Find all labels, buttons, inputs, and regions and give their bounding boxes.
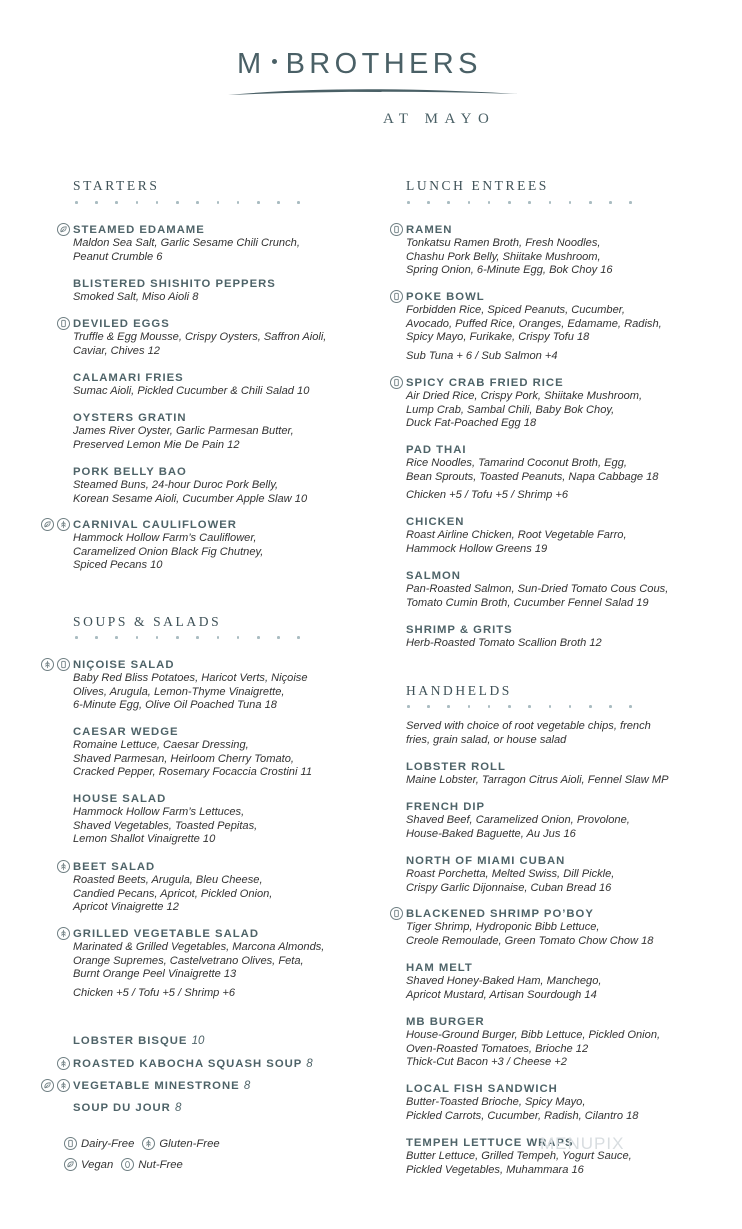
menu-item-description: Maldon Sea Salt, Garlic Sesame Chili Crunch, [73, 237, 300, 249]
legend-gluten-free-label: Gluten-Free [159, 1137, 220, 1150]
menu-item-name-text: OYSTERS GRATIN [73, 412, 187, 424]
menu-item-description: Bean Sprouts, Toasted Peanuts, Napa Cabbage 18 [406, 470, 659, 483]
menu-item-description: Roast Airline Chicken, Root Vegetable Farro, [406, 529, 627, 541]
dairy-free-icon [57, 317, 70, 330]
menu-item-description: Hammock Hollow Farm’s Lettuces, [73, 806, 245, 818]
vegan-icon [41, 1079, 54, 1092]
menu-item-name [406, 1083, 706, 1096]
menu-item-name-text: PAD THAI [406, 444, 467, 456]
menu-item [73, 278, 373, 305]
handhelds-intro-line: Served with choice of root vegetable chips, french [406, 720, 651, 732]
menu-item-name-text: DEVILED EGGS [73, 318, 170, 330]
menu-item-addons: Chicken +5 / Tofu +5 / Shrimp +6 [406, 489, 569, 501]
dietary-icons [57, 860, 70, 873]
menu-item [73, 224, 373, 264]
dietary-icons [390, 907, 403, 920]
menu-item-name [73, 224, 373, 237]
menu-item-addons: Sub Tuna + 6 / Sub Salmon +4 [406, 349, 558, 362]
menu-item-name [73, 466, 373, 479]
menu-item [73, 519, 373, 573]
dairy-free-icon [390, 223, 403, 236]
menu-item-description: Oven-Roasted Tomatoes, Brioche 12 [406, 1042, 589, 1055]
dairy-free-icon [64, 1137, 77, 1150]
menu-item-name-text: PORK BELLY BAO [73, 466, 187, 478]
menu-item-name [73, 318, 373, 331]
menu-item [73, 412, 373, 452]
menu-item-name [73, 372, 373, 385]
menu-item-description: Steamed Buns, 24-hour Duroc Pork Belly, [73, 479, 279, 491]
nut-free-icon [121, 1158, 134, 1171]
menu-header [0, 0, 742, 140]
menu-item-price: 8 [306, 1058, 313, 1070]
menu-item-description: Burnt Orange Peel Vinaigrette 13 [73, 968, 237, 980]
menu-item-description: Smoked Salt, Miso Aioli 8 [73, 291, 199, 303]
menu-item-name-text: LOCAL FISH SANDWICH [406, 1083, 558, 1095]
menu-item-description: Butter Lettuce, Grilled Tempeh, Yogurt Sauce, [406, 1150, 632, 1162]
legend-gluten-free [142, 1137, 219, 1150]
menu-item [406, 761, 706, 788]
menu-item [406, 516, 706, 556]
menu-item-description: Shaved Vegetables, Toasted Pepitas, [73, 819, 258, 832]
handhelds-intro-line: fries, grain salad, or house salad [406, 733, 567, 746]
menu-item-description: Tomato Cumin Broth, Cucumber Fennel Salad 19 [406, 596, 649, 609]
menu-item-description: Spiced Pecans 10 [73, 559, 163, 571]
gluten-free-icon [57, 518, 70, 531]
menu-item-name-text: NIÇOISE SALAD [73, 659, 175, 671]
menu-item-description: Korean Sesame Aioli, Cucumber Apple Slaw 10 [73, 492, 308, 505]
menu-item-description: Hammock Hollow Greens 19 [406, 542, 548, 555]
menu-item-name-text: NORTH OF MIAMI CUBAN [406, 855, 566, 867]
gluten-free-icon [41, 658, 54, 671]
brand-swoosh [228, 86, 518, 100]
menu-item-name [73, 1102, 373, 1115]
menu-item-name-text: STEAMED EDAMAME [73, 224, 205, 236]
dietary-icons [57, 223, 70, 236]
brand-name-left: M [237, 48, 266, 80]
menu-item [406, 444, 706, 502]
menu-item [73, 928, 373, 1000]
menu-item-description: Roast Porchetta, Melted Swiss, Dill Pickle, [406, 868, 615, 880]
menu-item-description: Lemon Shallot Vinaigrette 10 [73, 833, 216, 845]
dietary-icons [57, 317, 70, 330]
menu-item-name-text: LOBSTER BISQUE [73, 1035, 188, 1047]
starters-title: STARTERS [73, 178, 160, 193]
menu-item-name [73, 659, 373, 672]
menu-item-description: Thick-Cut Bacon +3 / Cheese +2 [406, 1056, 567, 1068]
dairy-free-icon [390, 290, 403, 303]
menu-item-description: Chashu Pork Belly, Shiitake Mushroom, [406, 250, 601, 263]
soups-title: SOUPS & SALADS [73, 614, 222, 629]
menu-item-description: Baby Red Bliss Potatoes, Haricot Verts, Niçoise [73, 672, 308, 684]
menu-item-description: Butter-Toasted Brioche, Spicy Mayo, [406, 1096, 586, 1108]
gluten-free-icon [57, 1079, 70, 1092]
brand-subtitle: AT MAYO [383, 111, 496, 127]
menu-item-name [73, 1058, 373, 1071]
menu-item-name-text: GRILLED VEGETABLE SALAD [73, 928, 259, 940]
menu-item-description: Shaved Parmesan, Heirloom Cherry Tomato, [73, 752, 294, 765]
menu-item-description: Spring Onion, 6-Minute Egg, Bok Choy 16 [406, 264, 613, 276]
menu-item-description: Maine Lobster, Tarragon Citrus Aioli, Fennel Slaw MP [406, 774, 669, 786]
menu-item-description: Candied Pecans, Apricot, Pickled Onion, [73, 887, 273, 900]
dairy-free-icon [390, 376, 403, 389]
menu-item-name [406, 444, 706, 457]
menu-item-description: Rice Noodles, Tamarind Coconut Broth, Egg, [406, 457, 627, 469]
handhelds-intro [406, 720, 706, 747]
menu-item-name-text: SALMON [406, 570, 461, 582]
dietary-icons [390, 223, 403, 236]
vegan-icon [41, 518, 54, 531]
menu-item-name [406, 377, 706, 390]
menu-item-name [73, 861, 373, 874]
menu-item-description: Peanut Crumble 6 [73, 250, 163, 263]
menu-item-description: Air Dried Rice, Crispy Pork, Shiitake Mushroom, [406, 390, 643, 402]
menu-item [73, 861, 373, 915]
dietary-icons [390, 376, 403, 389]
menu-item-name-text: HAM MELT [406, 962, 473, 974]
menu-item-description: Pickled Vegetables, Muhammara 16 [406, 1163, 584, 1176]
legend-vegan [64, 1158, 113, 1171]
menu-item-name-text: BLACKENED SHRIMP PO’BOY [406, 908, 594, 920]
vegan-icon [64, 1158, 77, 1171]
menu-item-description: Lump Crab, Sambal Chili, Baby Bok Choy, [406, 403, 615, 416]
lunch-title: LUNCH ENTREES [406, 178, 549, 193]
menu-item-description: House-Ground Burger, Bibb Lettuce, Pickled Onion, [406, 1029, 661, 1041]
menu-item-name [406, 624, 706, 637]
menu-item-description: Pickled Carrots, Cucumber, Radish, Cilantro 18 [406, 1109, 639, 1122]
menu-item-description: Truffle & Egg Mousse, Crispy Oysters, Saffron Aioli, [73, 331, 327, 343]
menu-item-description: Caramelized Onion Black Fig Chutney, [73, 545, 264, 558]
menu-item [73, 466, 373, 506]
legend-dairy-free-label: Dairy-Free [81, 1137, 135, 1150]
menu-item [73, 1035, 373, 1048]
menu-item-description: Cracked Pepper, Rosemary Focaccia Crostini 11 [73, 766, 313, 778]
dairy-free-icon [390, 907, 403, 920]
menu-item-name-text: SHRIMP & GRITS [406, 624, 513, 636]
menu-item-name [406, 224, 706, 237]
menu-item [406, 624, 706, 651]
menu-item-name-text: CAESAR WEDGE [73, 726, 179, 738]
lunch-divider [407, 201, 632, 205]
menu-item-description: Hammock Hollow Farm’s Cauliflower, [73, 532, 257, 544]
menu-item-description: Apricot Vinaigrette 12 [73, 901, 179, 913]
gluten-free-icon [57, 1057, 70, 1070]
menu-item-name [406, 855, 706, 868]
menu-item [406, 1083, 706, 1123]
menu-item-name [73, 928, 373, 941]
menu-item [73, 1080, 373, 1093]
menu-item-description: Shaved Honey-Baked Ham, Manchego, [406, 975, 602, 987]
menu-item-name [73, 412, 373, 425]
menu-item-name [73, 1035, 373, 1048]
menu-item-name [73, 519, 373, 532]
menu-item-name-text: RAMEN [406, 224, 453, 236]
menu-item [406, 224, 706, 278]
menu-item [406, 801, 706, 841]
menu-item-price: 8 [243, 1080, 251, 1092]
menu-item-description: Apricot Mustard, Artisan Sourdough 14 [406, 988, 597, 1001]
menu-item [73, 726, 373, 780]
menu-item-name-text: HOUSE SALAD [73, 793, 167, 805]
menu-item-name-text: SOUP DU JOUR [73, 1102, 171, 1114]
dietary-icons [41, 518, 70, 531]
menu-item-name-text: CALAMARI FRIES [73, 372, 184, 384]
menu-item [73, 793, 373, 847]
menu-item [406, 291, 706, 363]
menu-item-price: 10 [191, 1035, 205, 1047]
menu-item-name-text: BLISTERED SHISHITO PEPPERS [73, 278, 276, 290]
menu-item-name [406, 570, 706, 583]
legend-vegan-label: Vegan [81, 1158, 114, 1171]
dietary-icons [41, 658, 70, 671]
handhelds-divider [407, 705, 632, 709]
dietary-icons [390, 290, 403, 303]
menu-item-description: 6-Minute Egg, Olive Oil Poached Tuna 18 [73, 699, 277, 711]
menu-item-name [406, 962, 706, 975]
menu-item-name-text: CARNIVAL CAULIFLOWER [73, 519, 237, 531]
menu-item-description: James River Oyster, Garlic Parmesan Butter, [73, 425, 294, 437]
menu-item-description: Herb-Roasted Tomato Scallion Broth 12 [406, 637, 602, 649]
menu-item-name [406, 291, 706, 304]
menu-item-description: Sumac Aioli, Pickled Cucumber & Chili Salad 10 [73, 385, 310, 397]
menu-item-name-text: ROASTED KABOCHA SQUASH SOUP [73, 1058, 303, 1070]
gluten-free-icon [142, 1137, 155, 1150]
menu-item-name [73, 278, 373, 291]
menu-item-description: Marinated & Grilled Vegetables, Marcona Almonds, [73, 941, 325, 953]
gluten-free-icon [57, 927, 70, 940]
menu-item [406, 908, 706, 948]
menu-item [73, 1058, 373, 1071]
legend-nut-free-label: Nut-Free [138, 1158, 183, 1171]
menu-item-description: Preserved Lemon Mie De Pain 12 [73, 438, 240, 451]
menu-item-name-text: MB BURGER [406, 1016, 485, 1028]
menu-item-description: Tonkatsu Ramen Broth, Fresh Noodles, [406, 237, 601, 249]
menu-item-name [406, 516, 706, 529]
menu-item-description: Tiger Shrimp, Hydroponic Bibb Lettuce, [406, 921, 600, 933]
menu-item [406, 855, 706, 895]
soups-divider [75, 636, 300, 640]
menu-item-name [406, 761, 706, 774]
menu-item-description: Spicy Mayo, Furikake, Crispy Tofu 18 [406, 331, 590, 343]
menu-item-description: Forbidden Rice, Spiced Peanuts, Cucumber, [406, 304, 625, 316]
menu-item-description: Olives, Arugula, Lemon-Thyme Vinaigrette, [73, 685, 285, 698]
menu-item-name-text: BEET SALAD [73, 861, 156, 873]
menu-item-name-text: CHICKEN [406, 516, 465, 528]
menu-item-name-text: TEMPEH LETTUCE WRAPS [406, 1137, 574, 1149]
menu-item [406, 1016, 706, 1070]
menu-item-addons: Chicken +5 / Tofu +5 / Shrimp +6 [73, 986, 236, 999]
legend-dairy-free [64, 1137, 134, 1150]
brand-name-right: BROTHERS [285, 48, 482, 80]
menu-item-description: Avocado, Puffed Rice, Oranges, Edamame, Radish, [406, 317, 662, 330]
menu-item [406, 377, 706, 431]
menu-item [73, 1102, 373, 1115]
menu-item-description: Orange Supremes, Castelvetrano Olives, Feta, [73, 954, 304, 967]
menu-item-name [406, 801, 706, 814]
menu-item-description: Shaved Beef, Caramelized Onion, Provolone, [406, 814, 630, 826]
dairy-free-icon [57, 658, 70, 671]
menu-item-name [406, 908, 706, 921]
legend-nut-free [121, 1158, 183, 1171]
starters-divider [75, 201, 300, 205]
gluten-free-icon [57, 860, 70, 873]
handhelds-title: HANDHELDS [406, 683, 512, 698]
menu-item-description: Roasted Beets, Arugula, Bleu Cheese, [73, 874, 263, 886]
dietary-legend [64, 1137, 228, 1179]
menu-item-description: House-Baked Baguette, Au Jus 16 [406, 827, 576, 840]
menu-item-name-text: POKE BOWL [406, 291, 485, 303]
menu-item-description: Creole Remoulade, Green Tomato Chow Chow 18 [406, 934, 654, 947]
menu-item-description: Crispy Garlic Dijonnaise, Cuban Bread 16 [406, 881, 612, 894]
menu-item-description: Romaine Lettuce, Caesar Dressing, [73, 739, 249, 751]
menu-item-description: Caviar, Chives 12 [73, 344, 160, 357]
vegan-icon [57, 223, 70, 236]
menu-item-name-text: VEGETABLE MINESTRONE [73, 1080, 240, 1092]
menu-item-name-text: LOBSTER ROLL [406, 761, 506, 773]
menu-item-price: 8 [174, 1102, 182, 1114]
menu-item [406, 962, 706, 1002]
menu-item-name [73, 726, 373, 739]
dietary-icons [57, 1057, 70, 1070]
menu-item-description: Duck Fat-Poached Egg 18 [406, 417, 537, 429]
brand-dot [272, 59, 277, 64]
watermark: MENUPIX [540, 1134, 625, 1153]
menu-item [73, 659, 373, 713]
menu-item-name [73, 1080, 373, 1093]
menu-item [73, 318, 373, 358]
menu-item-name [73, 793, 373, 806]
dietary-icons [57, 927, 70, 940]
menu-item [73, 372, 373, 399]
brand-name [237, 48, 527, 81]
dietary-icons [41, 1079, 70, 1092]
menu-item-name-text: SPICY CRAB FRIED RICE [406, 377, 564, 389]
menu-item-name [406, 1016, 706, 1029]
menu-item-description: Pan-Roasted Salmon, Sun-Dried Tomato Cous Cous, [406, 583, 669, 595]
menu-item-name-text: FRENCH DIP [406, 801, 486, 813]
menu-item [406, 570, 706, 610]
